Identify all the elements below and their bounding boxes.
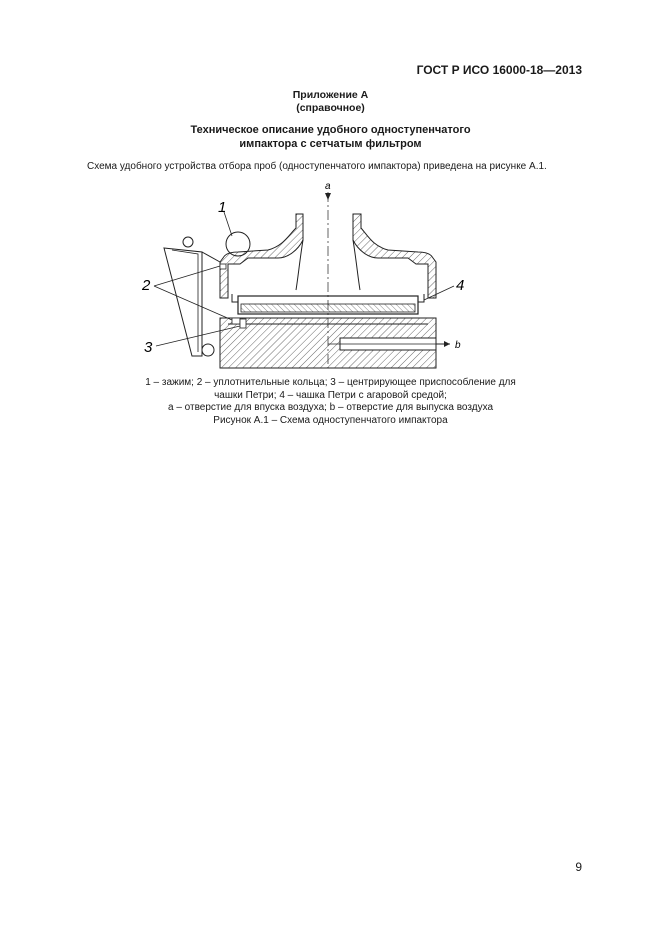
clamp-hinge <box>183 237 193 247</box>
centring-device <box>240 319 246 328</box>
label-b: b <box>455 340 461 351</box>
section-title-line-1: Техническое описание удобного одноступенчатого <box>190 124 471 136</box>
upper-body-right <box>353 214 436 298</box>
upper-body-left <box>220 214 303 298</box>
annex-title: Приложение А <box>292 89 369 101</box>
label-3: 3 <box>144 339 153 356</box>
inlet-arrowhead <box>325 193 331 200</box>
caption-line-1: 1 – зажим; 2 – уплотнительные кольца; 3 – центрирующее приспособление для <box>145 377 516 388</box>
section-title <box>0 123 661 151</box>
caption-line-3: a – отверстие для впуска воздуха; b – отверстие для выпуска воздуха <box>167 402 494 413</box>
figure-title: Рисунок А.1 – Схема одноступенчатого импактора <box>213 414 448 426</box>
label-4: 4 <box>456 277 465 294</box>
label-1: 1 <box>218 199 227 216</box>
figure-caption <box>0 377 661 427</box>
standard-code: ГОСТ Р ИСО 16000-18—2013 <box>416 63 582 77</box>
seal-ring-lower <box>232 318 240 324</box>
label-2: 2 <box>142 277 151 294</box>
seal-ring-upper <box>220 264 226 269</box>
clamp-pivot <box>202 344 214 356</box>
clamp-hook <box>202 252 220 262</box>
annex-type: (справочное) <box>296 102 365 114</box>
outlet-arrowhead <box>444 341 450 347</box>
annex-heading <box>0 89 661 115</box>
label-a: a <box>325 181 331 192</box>
leader-2a <box>154 266 220 286</box>
caption-line-2: чашки Петри; 4 – чашка Петри с агаровой средой; <box>214 389 447 401</box>
section-title-line-2: импактора с сетчатым фильтром <box>239 138 422 150</box>
page-number: 9 <box>575 860 582 874</box>
impactor-diagram <box>128 178 478 373</box>
intro-paragraph: Схема удобного устройства отбора проб (одноступенчатого импактора) приведена на рисунке А.1. <box>87 161 547 172</box>
